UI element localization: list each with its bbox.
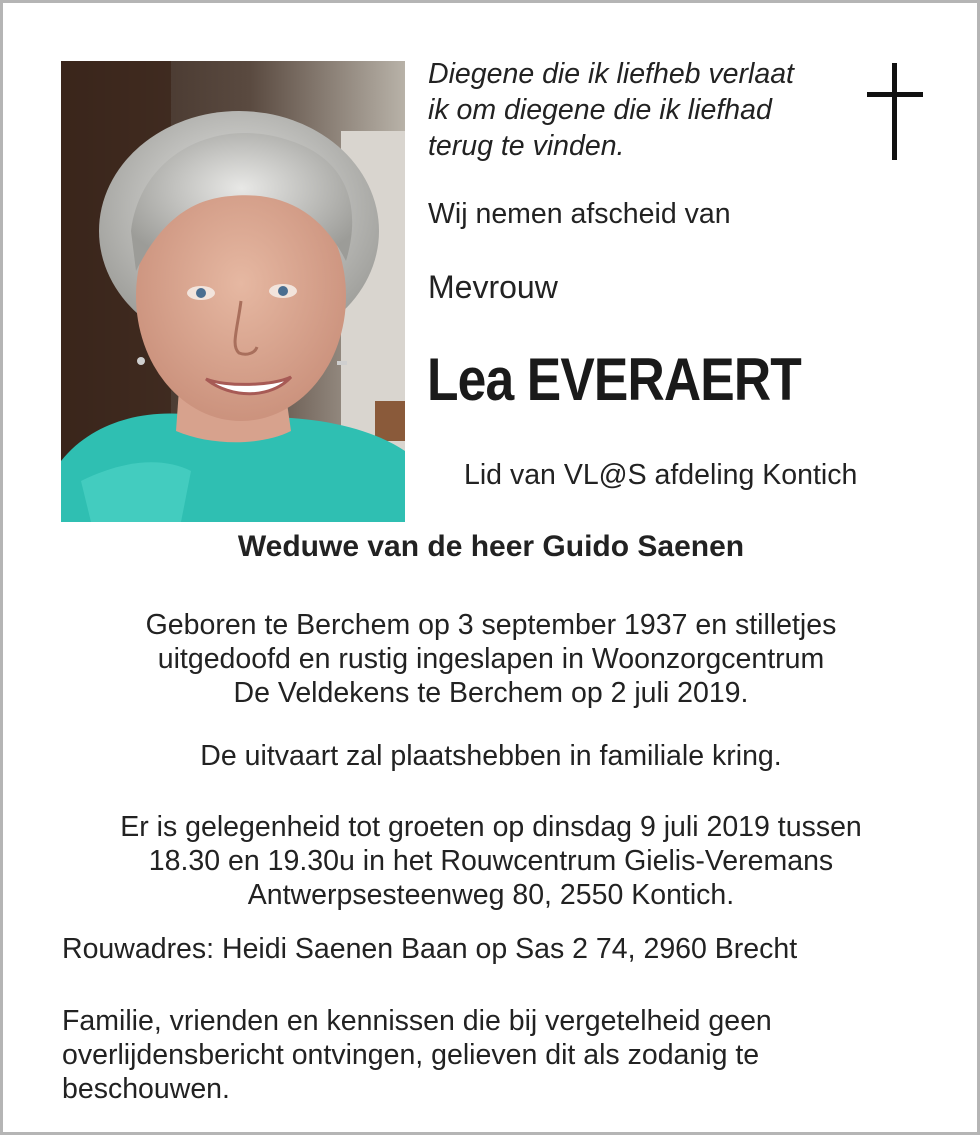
widow-of-text: Weduwe van de heer Guido Saenen (237, 530, 745, 563)
portrait-photo (61, 61, 405, 522)
birth-death-paragraph (3, 608, 979, 710)
notice-line: beschouwen. (62, 1073, 230, 1105)
memorial-quote (428, 56, 848, 164)
visitation-paragraph (3, 810, 979, 912)
visitation-line: Er is gelegenheid tot groeten op dinsdag 9 juli 2019 tussen (120, 811, 862, 843)
intro-text: Wij nemen afscheid van (428, 198, 731, 230)
membership-text: Lid van VL@S afdeling Kontich (464, 459, 858, 491)
visitation-line: Antwerpsesteenweg 80, 2550 Kontich. (247, 879, 735, 911)
birth-line: uitgedoofd en rustig ingeslapen in Woonzorgcentrum (157, 643, 825, 675)
mourning-address: Rouwadres: Heidi Saenen Baan op Sas 2 74, 2960 Brecht (62, 933, 798, 965)
quote-line: Diegene die ik liefheb verlaat (428, 58, 794, 90)
birth-line: De Veldekens te Berchem op 2 juli 2019. (233, 677, 749, 709)
notice-paragraph (62, 1004, 962, 1106)
visitation-line: 18.30 en 19.30u in het Rouwcentrum Gielis-Veremans (148, 845, 834, 877)
notice-line: overlijdensbericht ontvingen, gelieven dit als zodanig te (62, 1039, 760, 1071)
quote-line: ik om diegene die ik liefhad (428, 94, 772, 126)
notice-line: Familie, vrienden en kennissen die bij vergetelheid geen (62, 1005, 772, 1037)
funeral-text: De uitvaart zal plaatshebben in familiale kring. (200, 740, 782, 772)
quote-line: terug te vinden. (428, 130, 625, 162)
cross-icon (865, 63, 925, 163)
birth-line: Geboren te Berchem op 3 september 1937 en stilletjes (145, 609, 837, 641)
deceased-name: Lea EVERAERT (427, 346, 801, 413)
honorific: Mevrouw (428, 269, 558, 305)
